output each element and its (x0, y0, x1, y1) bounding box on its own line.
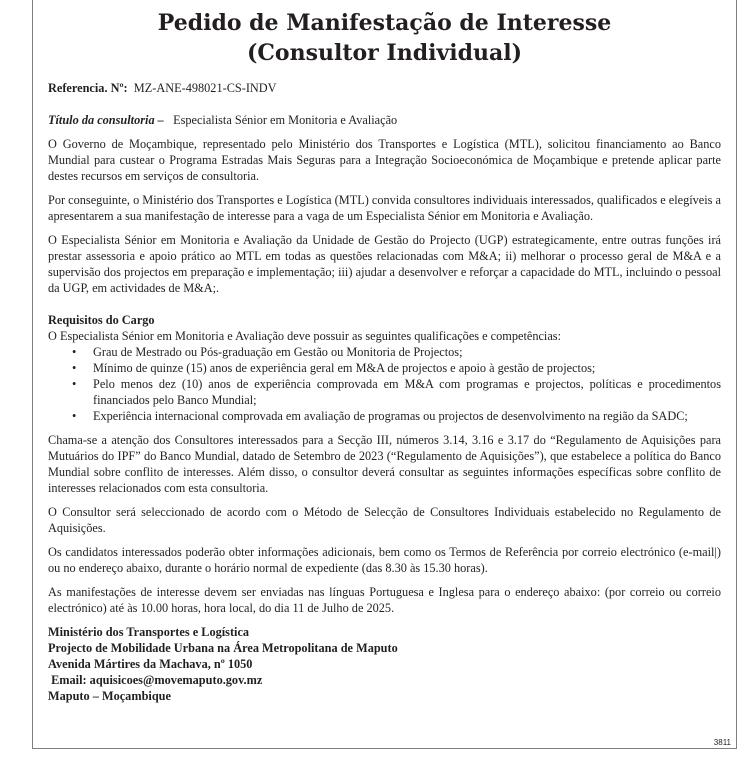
list-item-text: Mínimo de quinze (15) anos de experiência geral em M&A de projectos e apoio à gestão de projectos; (93, 361, 596, 375)
list-item-text: Pelo menos dez (10) anos de experiência comprovada em M&A com programas e projectos, políticas e procedimentos financiados pelo Banco Mundial; (93, 377, 721, 407)
bullet-icon: • (72, 345, 77, 359)
document-title (32, 8, 737, 68)
bullet-icon: • (72, 361, 77, 375)
paragraph-info: Os candidatos interessados poderão obter informações adicionais, bem como os Termos de Referência por correio electrónico (e-mail|) ou no endereço abaixo, durante o horário normal de expediente (das 8.30 às 15.30 horas). (48, 545, 721, 575)
title-line-2: (Consultor Individual) (247, 40, 522, 66)
paragraph-deadline: As manifestações de interesse devem ser enviadas nas línguas Portuguesa e Inglesa para o endereço abaixo: (por correio ou correio electrónico) até às 10.00 horas, hora local, do dia 11 de Julho de 2025. (48, 585, 721, 615)
consultancy-value: Especialista Sénior em Monitoria e Avaliação (173, 113, 398, 127)
list-item (48, 344, 721, 360)
consultancy-label: Título da consultoria – (48, 113, 164, 127)
list-item-text: Grau de Mestrado ou Pós-graduação em Gestão ou Monitoria de Projectos; (93, 345, 463, 359)
requirements-intro: O Especialista Sénior em Monitoria e Avaliação deve possuir as seguintes qualificações e competências: (48, 329, 561, 343)
document-body (48, 80, 721, 704)
bullet-icon: • (72, 377, 77, 391)
reference-label: Referencia. Nº: (48, 81, 128, 95)
address-email: Email: aquisicoes@movemaputo.gov.mz (48, 673, 263, 687)
paragraph-intro: O Governo de Moçambique, representado pelo Ministério dos Transportes e Logística (MTL), solicitou financiamento ao Banco Mundial para custear o Programa Estradas Mais Seguras para a Integração Socioeconómica de Moçambique e pretende aplicar parte destes recursos em serviços de consultoria. (48, 137, 721, 183)
address-project: Projecto de Mobilidade Urbana na Área Metropolitana de Maputo (48, 641, 398, 655)
title-line-1: Pedido de Manifestação de Interesse (157, 10, 612, 36)
paragraph-selection: O Consultor será seleccionado de acordo com o Método de Selecção de Consultores Individuais estabelecido no Regulamento de Aquisições. (48, 505, 721, 535)
address-city: Maputo – Moçambique (48, 689, 171, 703)
list-item (48, 376, 721, 408)
requirements-list (48, 344, 721, 424)
requirements-heading: Requisitos do Cargo (48, 313, 155, 327)
reference-line (48, 80, 721, 96)
reference-value: MZ-ANE-498021-CS-INDV (133, 81, 277, 95)
address-ministry: Ministério dos Transportes e Logística (48, 625, 250, 639)
bullet-icon: • (72, 409, 77, 423)
list-item (48, 408, 721, 424)
paragraph-role: O Especialista Sénior em Monitoria e Avaliação da Unidade de Gestão do Projecto (UGP) estrategicamente, entre outras funções irá prestar assessoria e apoio prático ao MTL em todas as questões relacionadas com M&A; ii) melhorar o processo geral de M&A e a supervisão dos projectos em preparação e implementação; iii) ajudar a desenvolver e reforçar a capacidade do MTL, incluindo o pessoal da UGP, em actividades de M&A;. (48, 233, 721, 295)
ad-code: 3811 (713, 738, 731, 747)
consultancy-line (48, 112, 721, 128)
paragraph-invitation: Por conseguinte, o Ministério dos Transportes e Logística (MTL) convida consultores individuais interessados, qualificados e elegíveis a apresentarem a sua manifestação de interesse para a vaga de um Especialista Sénior em Monitoria e Avaliação. (48, 193, 721, 223)
list-item-text: Experiência internacional comprovada em avaliação de programas ou projectos de desenvolvimento na região da SADC; (93, 409, 688, 423)
address-street: Avenida Mártires da Machava, nº 1050 (48, 657, 253, 671)
list-item (48, 360, 721, 376)
paragraph-conflict: Chama-se a atenção dos Consultores interessados para a Secção III, números 3.14, 3.16 e 3.17 do “Regulamento de Aquisições para Mutuários do IPF” do Banco Mundial, datado de Setembro de 2023 (“Regulamento de Aquisições”), que estabelece a política do Banco Mundial sobre conflito de interesses. Além disso, o consultor deverá consultar as seguintes informações específicas sobre conflito de interesses relacionados com esta consultoria. (48, 433, 721, 495)
